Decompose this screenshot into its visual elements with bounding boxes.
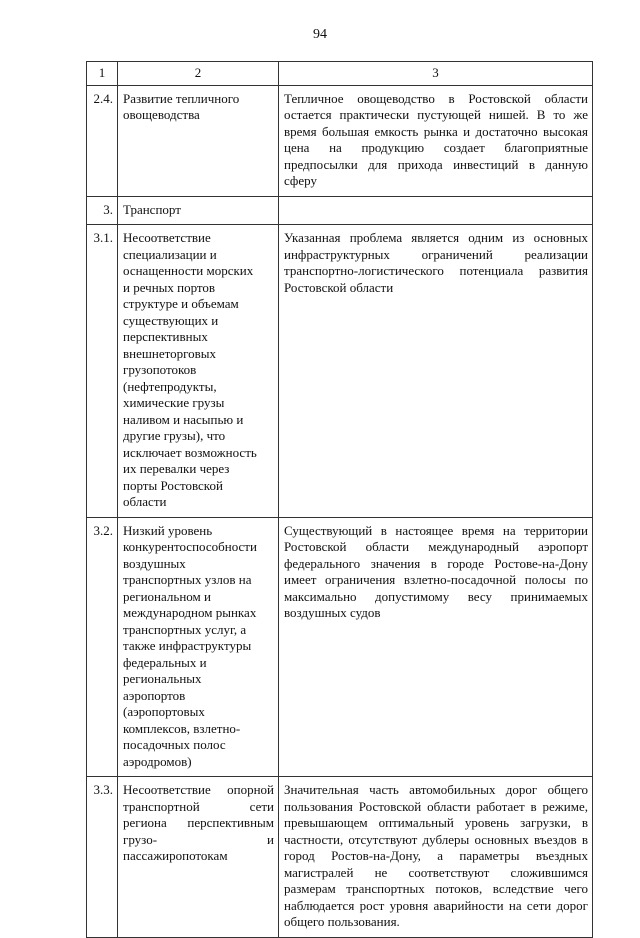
row-number: 2.4. xyxy=(87,85,118,196)
row-title xyxy=(118,517,279,777)
row-number: 3. xyxy=(87,196,118,225)
table-row xyxy=(87,517,593,777)
row-title: Транспорт xyxy=(118,196,279,225)
header-col-3: 3 xyxy=(279,62,593,86)
row-number: 3.3. xyxy=(87,777,118,938)
row-title xyxy=(118,777,279,938)
row-description xyxy=(279,196,593,225)
row-description: Значительная часть автомобильных дорог общего пользования Ростовской области работает в режиме, превышающем оптимальный уровень загрузки, в частности, отсутствуют дублеры основных въездов в город Ростов-на-Дону, а параметры въездных магистралей не соответствуют сложившимся размерам транспортных потоков, вследствие чего наблюдается рост уровня аварийности на сети дорог общего пользования. xyxy=(279,777,593,938)
row-title-text: Несоответствие специализации и оснащенности морских и речных портов структуре и объемам существующих и перспективных внешнеторговых грузопотоков (нефтепродукты, химические грузы наливом и насыпью и другие грузы), что исключает возможность их перевалки через порты Ростовской области xyxy=(123,230,257,509)
table-row xyxy=(87,777,593,938)
table-row xyxy=(87,225,593,518)
table-row xyxy=(87,196,593,225)
row-description: Указанная проблема является одним из основных инфраструктурных ограничений реализации транспортно-логистического потенциала развития Ростовской области xyxy=(279,225,593,518)
header-col-2: 2 xyxy=(118,62,279,86)
row-title xyxy=(118,85,279,196)
table-header-row xyxy=(87,62,593,86)
row-description: Существующий в настоящее время на территории Ростовской области международный аэропорт федерального значения в городе Ростове-на-Дону имеет ограничения взлетно-посадочной полосы по максимально допустимому весу принимаемых воздушных судов xyxy=(279,517,593,777)
header-col-1: 1 xyxy=(87,62,118,86)
row-number: 3.1. xyxy=(87,225,118,518)
row-title-text: Несоответствие опорной транспортной сети региона перспективным грузо- и пассажиропотокам xyxy=(123,782,274,863)
document-table xyxy=(86,61,593,938)
row-number: 3.2. xyxy=(87,517,118,777)
page-number: 94 xyxy=(313,27,327,42)
row-title-text: Развитие тепличного овощеводства xyxy=(123,90,240,122)
row-title xyxy=(118,225,279,518)
row-description: Тепличное овощеводство в Ростовской области остается практически пустующей нишей. В то же время большая емкость рынка и достаточно высокая цена на продукцию создает благоприятные предпосылки для прихода инвестиций в данную сферу xyxy=(279,85,593,196)
table-row xyxy=(87,85,593,196)
row-title-text: Низкий уровень конкурентоспособности воздушных транспортных узлов на региональном и международном рынках транспортных услуг, а также инфраструктуры федеральных и региональных аэропортов (аэропортовых комплексов, взлетно-посадочных полос аэродромов) xyxy=(123,522,257,769)
